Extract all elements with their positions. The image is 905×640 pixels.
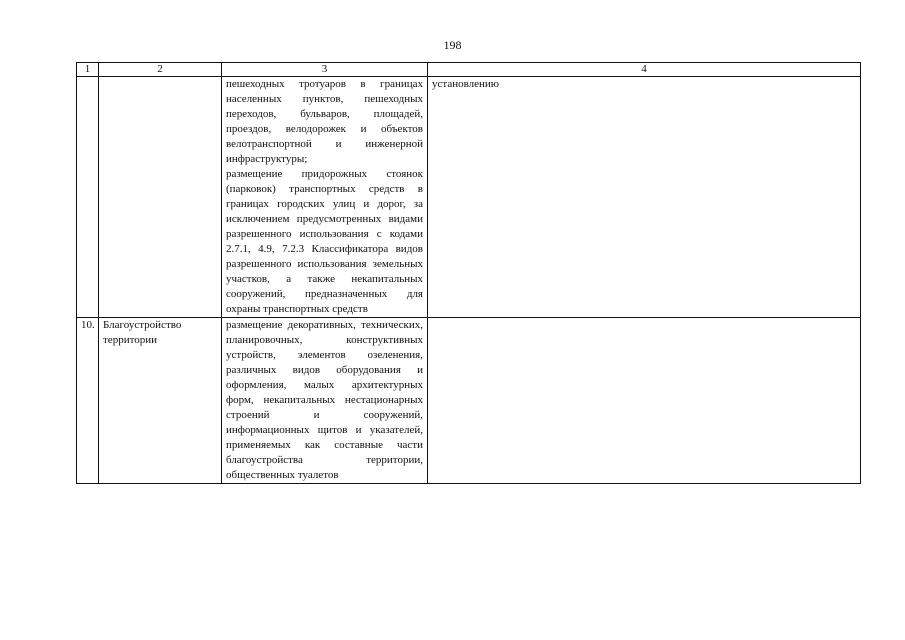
parameters-cell	[428, 318, 861, 484]
description-cell	[222, 318, 428, 484]
table-row	[77, 77, 861, 318]
description-paragraph: размещение придорожных стоянок (парковок) транспортных средств в границах городских улиц и дорог, за исключением предусмотренных видами разрешенного использования с кодами 2.7.1, 4.9, 7.2.3 Классификатора видов разрешенного использования земельных участков, а также некапитальных сооружений, предназначенных для охраны транспортных средств	[226, 168, 423, 315]
description-cell	[222, 77, 428, 318]
header-cell-2: 2	[99, 63, 222, 77]
use-type-cell	[99, 77, 222, 318]
header-cell-4: 4	[428, 63, 861, 77]
use-type-cell: Благоустройство территории	[99, 318, 222, 484]
land-use-table	[76, 62, 861, 484]
page-number: 198	[443, 38, 462, 52]
header-cell-3: 3	[222, 63, 428, 77]
parameters-cell: установлению	[428, 77, 861, 318]
table-header-row	[77, 63, 861, 77]
table-row	[77, 318, 861, 484]
header-cell-1: 1	[77, 63, 99, 77]
description-paragraph: размещение декоративных, технических, планировочных, конструктивных устройств, элементов озеленения, различных видов оборудования и оформления, малых архитектурных форм, некапитальных нестационарных строений и сооружений, информационных щитов и указателей, применяемых как составные части благоустройства территории, общественных туалетов	[226, 319, 423, 481]
row-number-cell: 10.	[77, 318, 99, 484]
row-number-cell	[77, 77, 99, 318]
description-paragraph: пешеходных тротуаров в границах населенных пунктов, пешеходных переходов, бульваров, площадей, проездов, велодорожек и объектов велотранспортной и инженерной инфраструктуры;	[226, 78, 423, 165]
